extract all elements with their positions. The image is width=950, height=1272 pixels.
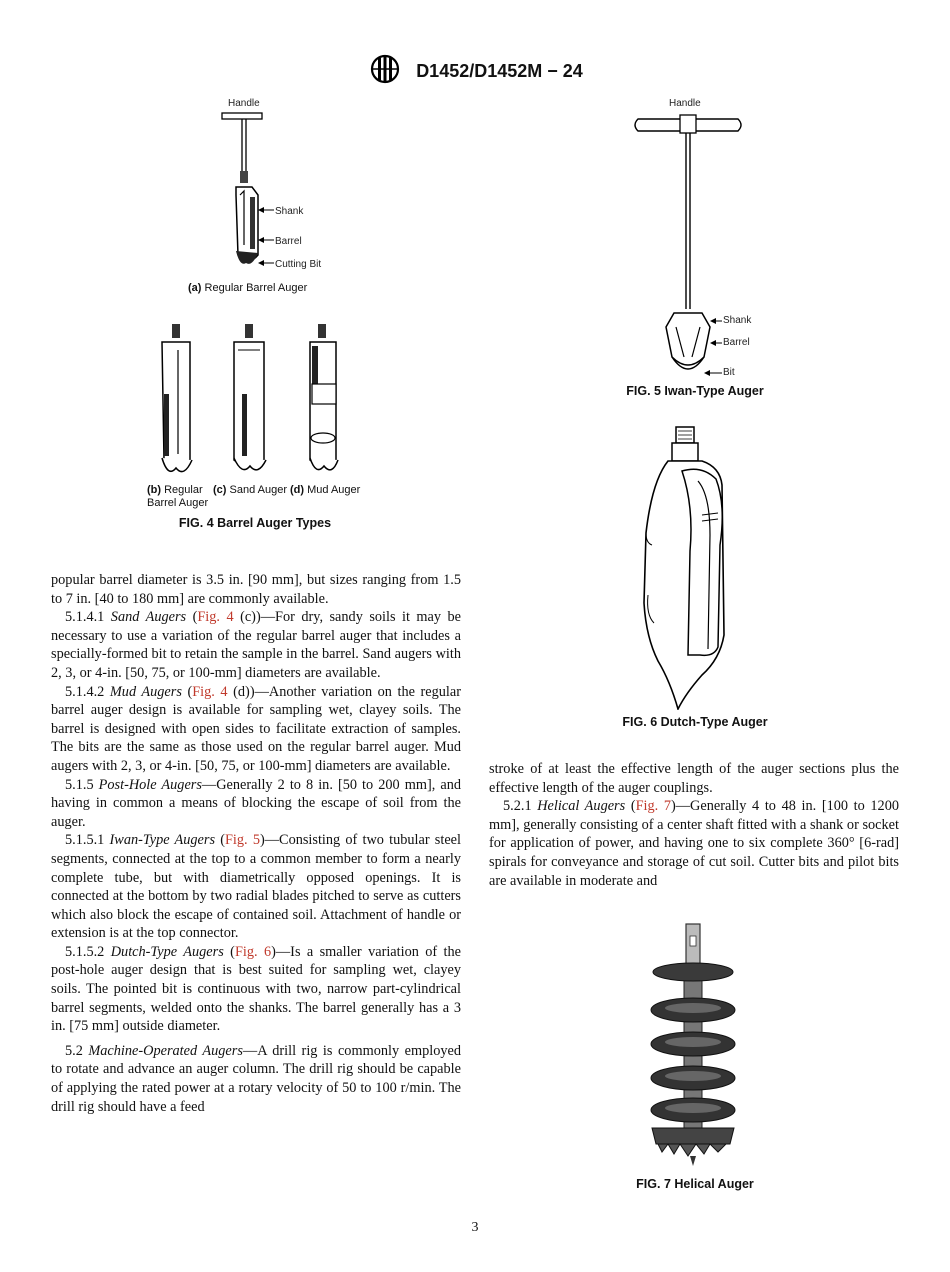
fig4a-illustration bbox=[180, 95, 380, 305]
fig5-label-handle: Handle bbox=[669, 98, 701, 109]
left-column-text bbox=[51, 571, 461, 1116]
fig6-link[interactable]: Fig. 6 bbox=[234, 943, 272, 960]
fig4-caption: FIG. 4 Barrel Auger Types bbox=[178, 516, 332, 530]
fig6-illustration bbox=[628, 425, 758, 710]
fig7-link[interactable]: Fig. 7 bbox=[635, 798, 671, 815]
fig7-illustration bbox=[640, 922, 750, 1172]
fig4a-label-cutting-bit: Cutting Bit bbox=[275, 259, 322, 270]
paragraph-5-2-1: 5.2.1 Helical Augers (Fig. 7)—Generally 4 to 48 in. [100 to 1200 mm], generally consisting of a center shaft fitted with a shank or socket for application of power, and having one to six complete 360° [6-rad] spirals for conveyance and storage of cut soil. Cutter bits and pilot bits are available in moderate and bbox=[489, 798, 899, 889]
left-paragraph-0: popular barrel diameter is 3.5 in. [90 mm], but sizes ranging from 1.5 to 7 in. [40 to 180 mm] are commonly available. bbox=[51, 572, 461, 607]
page-number: 3 bbox=[471, 1220, 479, 1235]
paragraph-5-1-5-1: 5.1.5.1 Iwan-Type Augers (Fig. 5)—Consisting of two tubular steel segments, connected at the top to a common member to form a nearly complete tube, but with diametrically opposed openings. It is connected at the bottom by two radial blades pitched to serve as cutters which also block the escape of contained soil. Attachment of handle or extension is at the top connector. bbox=[51, 832, 461, 942]
fig4a-label-handle: Handle bbox=[228, 98, 260, 109]
fig5-label-shank: Shank bbox=[723, 315, 752, 326]
fig4-link[interactable]: Fig. 4 bbox=[192, 683, 228, 700]
fig5-label-barrel: Barrel bbox=[723, 337, 750, 348]
paragraph-5-1-5-2: 5.1.5.2 Dutch-Type Augers (Fig. 6)—Is a smaller variation of the post-hole auger design that is best suited for sampling wet, clayey soils. The pointed bit is continuous with two, narrow part-cylindrical barrel segments, welded onto the shanks. The barrel generally has a 3 in. [75 mm] outside diameter. bbox=[51, 943, 462, 1035]
fig7-caption: FIG. 7 Helical Auger bbox=[636, 1177, 754, 1191]
paragraph-5-1-4-1: 5.1.4.1 Sand Augers (Fig. 4 (c))—For dry, sandy soils it may be necessary to use a variation of the regular barrel auger that includes a specially-formed bit to retain the sample in the barrel. Sand augers with 2, 3, or 4-in. [50, 75, or 100-mm] diameters are available. bbox=[51, 609, 461, 681]
right-column-text bbox=[489, 760, 899, 890]
fig4-link[interactable]: Fig. 4 bbox=[197, 609, 234, 626]
astm-logo bbox=[367, 54, 403, 89]
fig4d-subcaption: (d) Mud Auger bbox=[290, 484, 361, 496]
fig5-link[interactable]: Fig. 5 bbox=[224, 832, 260, 849]
fig4c-subcaption: (c) Sand Auger bbox=[213, 484, 288, 496]
fig4a-label-barrel: Barrel bbox=[275, 236, 302, 247]
fig4bcd-illustration bbox=[148, 320, 378, 480]
fig5-label-bit: Bit bbox=[723, 367, 735, 378]
fig4b-subcaption: (b) Regular Barrel Auger bbox=[147, 484, 209, 509]
fig5-caption: FIG. 5 Iwan-Type Auger bbox=[626, 384, 764, 398]
fig6-caption: FIG. 6 Dutch-Type Auger bbox=[622, 715, 768, 729]
right-paragraph-0: stroke of at least the effective length of the auger sections plus the effective length of the auger couplings. bbox=[489, 761, 899, 796]
fig5-illustration bbox=[628, 95, 778, 385]
paragraph-5-1-4-2: 5.1.4.2 Mud Augers (Fig. 4 (d))—Another variation on the regular barrel auger design is available for sampling wet, clayey soils. The barrel is designed with open sides to facilitate extraction of samples. The bits are the same as those used on the regular barrel auger. Mud augers with 2, 3, or 4-in. [50, 75, or 100-mm] diameters are available. bbox=[51, 683, 462, 774]
fig4a-subcaption: (a) Regular Barrel Auger bbox=[188, 282, 308, 294]
paragraph-5-1-5: 5.1.5 Post-Hole Augers—Generally 2 to 8 in. [50 to 200 mm], and having in common a means of blocking the escape of soil from the auger. bbox=[51, 776, 461, 830]
paragraph-5-2: 5.2 Machine-Operated Augers—A drill rig is commonly employed to rotate and advance an auger column. The drill rig should be capable of applying the rated power at a rotary velocity of 50 to 100 r/min. The drill rig should have a feed bbox=[51, 1042, 461, 1115]
document-code: D1452/D1452M − 24 bbox=[416, 61, 583, 81]
page-header bbox=[0, 54, 950, 89]
fig4a-label-shank: Shank bbox=[275, 206, 304, 217]
